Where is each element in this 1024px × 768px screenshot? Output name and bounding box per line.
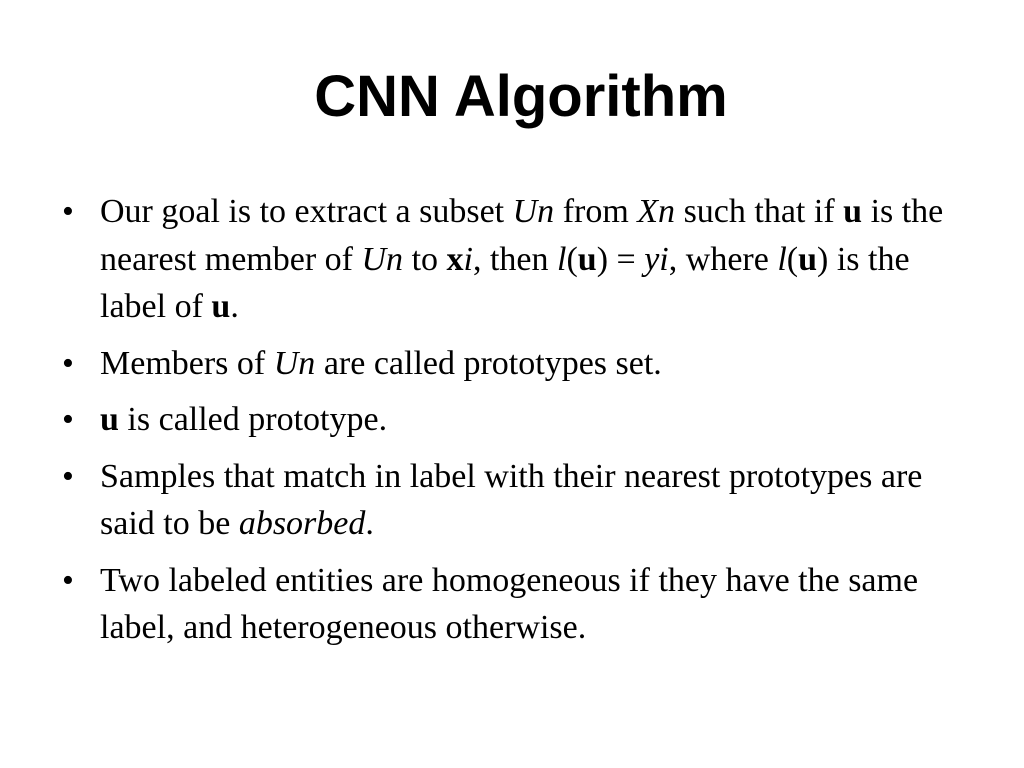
text-segment: l <box>777 240 787 278</box>
text-segment: ) = <box>596 240 645 278</box>
text-segment: Samples that match in label with their nearest prototypes are said to be <box>100 457 923 542</box>
bullet-marker: • <box>62 344 74 382</box>
text-segment: yi <box>644 240 669 278</box>
text-segment: ) is the label of <box>100 240 910 325</box>
text-segment: Our goal is to extract a subset <box>100 193 513 230</box>
text-segment: u <box>577 240 597 278</box>
bullet-marker: • <box>62 561 74 599</box>
text-segment: Un <box>273 344 316 382</box>
text-segment: to <box>403 240 447 278</box>
text-segment: x <box>446 240 464 278</box>
text-segment: u <box>843 193 863 230</box>
text-segment: Members of <box>100 344 274 382</box>
text-segment: Two labeled entities are homogeneous if they have the same label, and heterogeneous otherwise. <box>100 561 919 646</box>
bullet-text <box>100 562 918 647</box>
text-segment: ( <box>786 240 799 278</box>
bullet-item <box>62 453 982 548</box>
text-segment: , then <box>472 240 558 278</box>
text-segment: u <box>100 401 119 438</box>
bullet-text <box>100 401 387 438</box>
text-segment: from <box>554 193 638 230</box>
text-segment: i <box>463 240 473 278</box>
text-segment: , where <box>668 240 778 278</box>
text-segment: Un <box>361 240 404 278</box>
text-segment: u <box>798 240 818 278</box>
bullet-text <box>100 458 922 543</box>
text-segment: . <box>365 505 374 542</box>
bullet-item <box>62 340 982 388</box>
text-segment: l <box>557 240 567 278</box>
text-segment: absorbed <box>238 505 366 542</box>
text-segment: ( <box>566 240 578 278</box>
bullet-marker: • <box>62 457 74 495</box>
bullet-item <box>62 557 982 652</box>
slide-title: CNN Algorithm <box>314 64 728 129</box>
bullet-text <box>100 345 662 382</box>
text-segment: such that if <box>675 193 844 230</box>
text-segment: is called prototype. <box>118 401 388 438</box>
bullet-text <box>100 193 943 325</box>
bullet-item <box>62 188 982 331</box>
text-segment: are called prototypes set. <box>315 344 662 382</box>
bullet-list <box>62 188 982 661</box>
bullet-item <box>62 396 982 444</box>
text-segment: Xn <box>637 193 676 230</box>
text-segment: is the nearest member of <box>100 193 944 278</box>
bullet-marker: • <box>62 401 74 438</box>
text-segment: u <box>211 288 231 325</box>
bullet-marker: • <box>62 193 74 230</box>
text-segment: Un <box>512 193 555 230</box>
text-segment: . <box>230 288 239 325</box>
